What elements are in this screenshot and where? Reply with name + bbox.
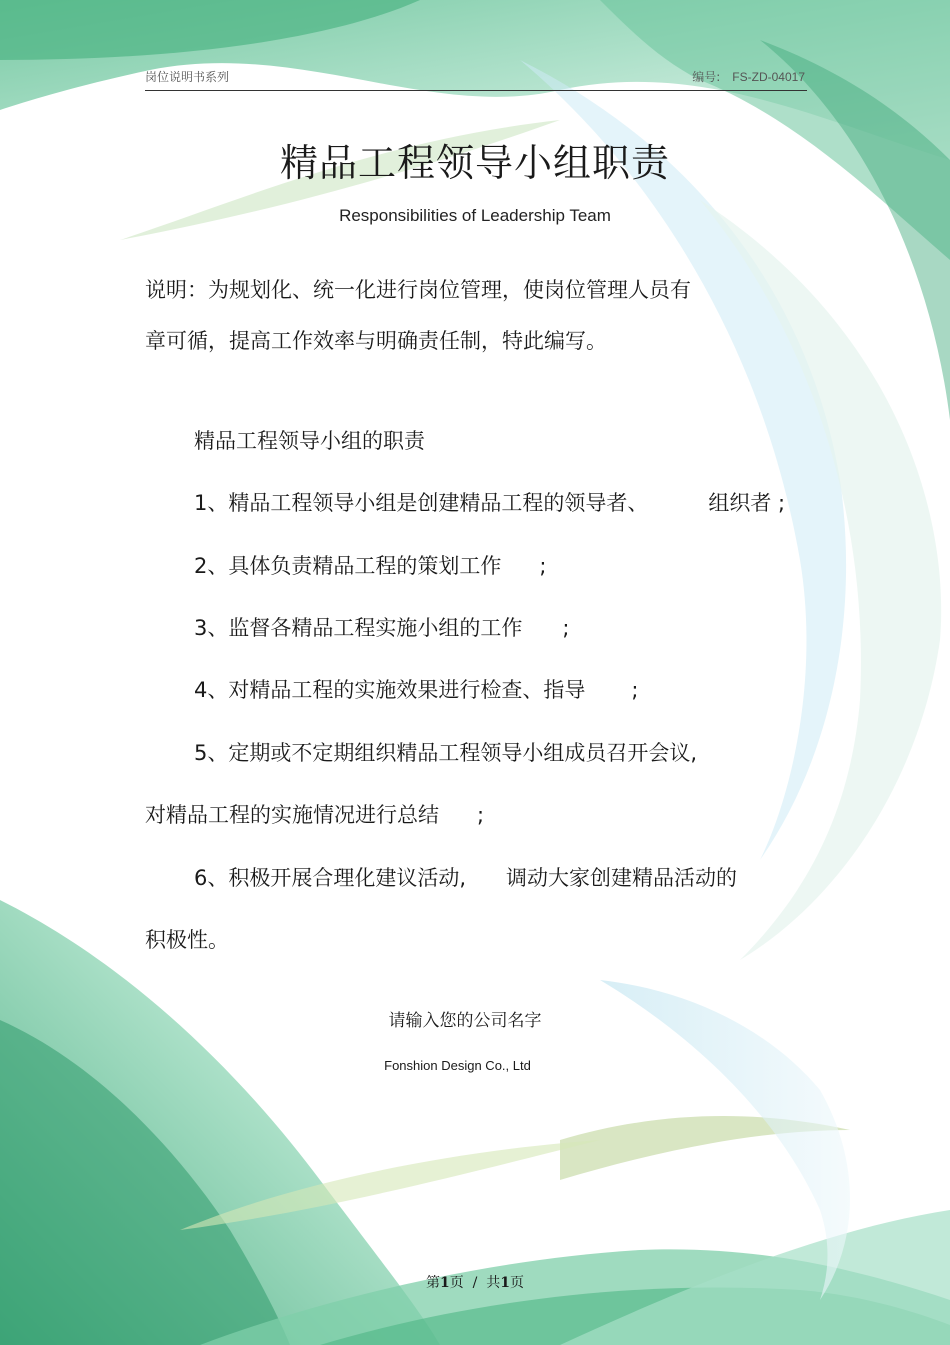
company-name: 请输入您的公司名字	[388, 1011, 542, 1031]
item-6-text-cont: 调动大家创建精品活动的	[506, 866, 738, 890]
code-label: 编号:	[692, 70, 721, 84]
page-indicator	[0, 1272, 950, 1292]
item-4	[194, 680, 638, 701]
item-6-line-1	[194, 868, 737, 889]
item-5-line-2	[145, 805, 484, 826]
item-1-tail: 组织者 ;	[708, 491, 786, 515]
company-name-en: Fonshion Design Co., Ltd	[384, 1058, 531, 1073]
section-heading: 精品工程领导小组的职责	[194, 429, 425, 453]
item-2-tail: ;	[539, 554, 547, 578]
item-2	[194, 556, 546, 577]
item-1-text: 1、精品工程领导小组是创建精品工程的领导者、	[194, 491, 649, 515]
item-2-text: 2、具体负责精品工程的策划工作	[194, 554, 502, 578]
total-prefix: 共	[486, 1275, 501, 1291]
item-3	[194, 618, 569, 639]
item-4-text: 4、对精品工程的实施效果进行检查、指导	[194, 678, 586, 702]
page-unit: 页	[449, 1275, 464, 1291]
document-subtitle: Responsibilities of Leadership Team	[339, 206, 611, 225]
item-6-line-2: 积极性。	[145, 928, 229, 952]
total-unit: 页	[510, 1275, 525, 1291]
item-1	[194, 493, 785, 514]
intro-line-2: 章可循，提高工作效率与明确责任制，特此编写。	[145, 329, 607, 353]
item-5-line-1: 5、定期或不定期组织精品工程领导小组成员召开会议,	[194, 741, 698, 765]
item-5-tail: ;	[477, 803, 485, 827]
item-3-text: 3、监督各精品工程实施小组的工作	[194, 616, 523, 640]
item-5-text: 对精品工程的实施情况进行总结	[145, 803, 439, 827]
document-code	[692, 68, 805, 85]
series-label: 岗位说明书系列	[145, 70, 230, 84]
item-4-tail: ;	[631, 678, 639, 702]
item-6-text: 6、积极开展合理化建议活动,	[194, 866, 467, 890]
total-pages: 1	[500, 1275, 511, 1291]
code-value: FS-ZD-04017	[732, 70, 805, 84]
page-separator: /	[472, 1275, 478, 1291]
page-number: 1	[439, 1275, 450, 1291]
page-prefix: 第	[425, 1275, 440, 1291]
document-title: 精品工程领导小组职责	[279, 141, 670, 185]
header-divider	[145, 90, 807, 91]
item-3-tail: ;	[562, 616, 570, 640]
intro-line-1: 说明：为规划化、统一化进行岗位管理，使岗位管理人员有	[145, 278, 691, 302]
